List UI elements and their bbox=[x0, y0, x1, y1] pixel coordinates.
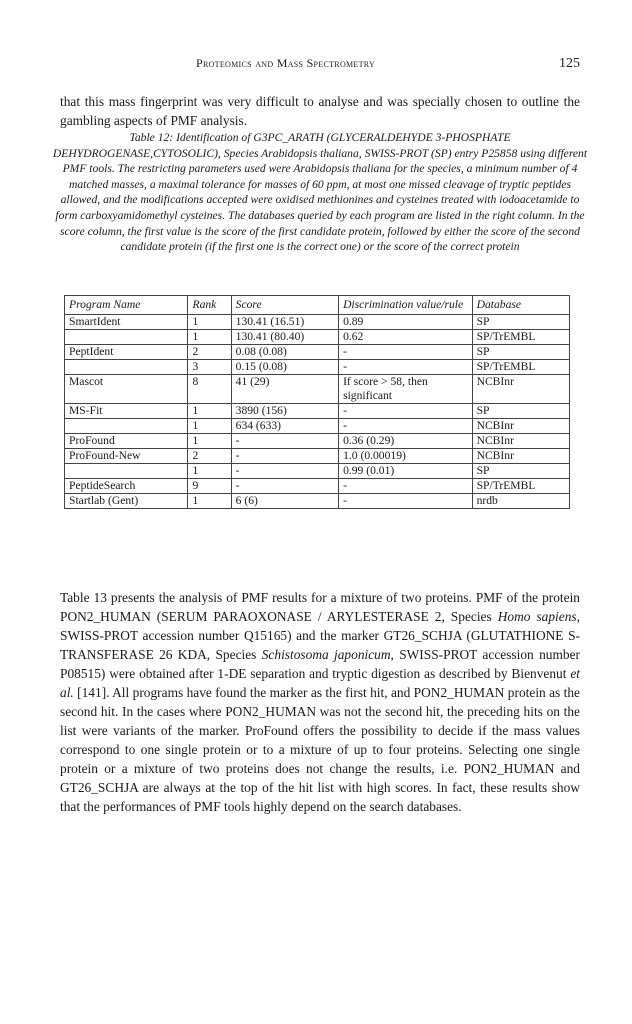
cell-score: 634 (633) bbox=[231, 419, 338, 434]
cell-program: SmartIdent bbox=[65, 315, 188, 330]
cell-rank: 1 bbox=[188, 419, 231, 434]
table-header-row bbox=[65, 296, 570, 315]
cell-score: 3890 (156) bbox=[231, 404, 338, 419]
cell-score: - bbox=[231, 449, 338, 464]
cell-rank: 9 bbox=[188, 479, 231, 494]
running-head: Proteomics and Mass Spectrometry bbox=[196, 56, 376, 70]
cell-program: ProFound-New bbox=[65, 449, 188, 464]
cell-database: SP bbox=[472, 345, 569, 360]
cell-discrimination: - bbox=[339, 404, 473, 419]
header-database: Database bbox=[472, 296, 569, 315]
cell-program bbox=[65, 419, 188, 434]
para-text: Table 13 presents the analysis of PMF results for a mixture of two proteins. PMF of the protein PON2_HUMAN (SERUM PARAOXONASE / ARYLESTERASE 2, Species bbox=[60, 590, 580, 624]
cell-discrimination: - bbox=[339, 494, 473, 509]
header-discrimination: Discrimination value/rule bbox=[339, 296, 473, 315]
page-number: 125 bbox=[559, 56, 580, 71]
cell-database: SP/TrEMBL bbox=[472, 479, 569, 494]
table-row bbox=[65, 360, 570, 375]
table-caption: Table 12: Identification of G3PC_ARATH (GLYCERALDEHYDE 3-PHOSPHATE DEHYDROGENASE,CYTOSOLIC), Species Arabidopsis thaliana, SWISS-PROT (SP) entry P25858 using different PMF tools. The restricting parameters used were Arabidopsis thaliana for the species, a minimum number of 4 matched masses, a maximal tolerance for masses of 60 ppm, at most one missed cleavage of tryptic peptides allowed, and the modifications accepted were oxidised methionines and cysteines treated with iodoacetamide to form carboxyamidomethyl cysteines. The databases queried by each program are listed in the right column. In the score column, the first value is the score of the first candidate protein, followed by either the score of the second candidate protein (if the first one is the correct one) or the score of the correct protein bbox=[52, 131, 588, 254]
cell-discrimination: 0.89 bbox=[339, 315, 473, 330]
cell-database: NCBInr bbox=[472, 375, 569, 404]
cell-discrimination: 0.62 bbox=[339, 330, 473, 345]
cell-discrimination: - bbox=[339, 419, 473, 434]
citation-et-al: et al. bbox=[60, 666, 580, 700]
pmf-results-table bbox=[64, 295, 570, 509]
cell-database: SP bbox=[472, 404, 569, 419]
cell-discrimination: 0.99 (0.01) bbox=[339, 464, 473, 479]
page-header bbox=[60, 56, 580, 72]
cell-score: - bbox=[231, 434, 338, 449]
species-name: Homo sapiens bbox=[497, 609, 577, 624]
para-text: , SWISS-PROT accession number Q15165) and the marker GT26_SCHJA (GLUTATHIONE S-TRANSFERASE 26 KDA, Species bbox=[60, 609, 580, 662]
table-row bbox=[65, 449, 570, 464]
table-row bbox=[65, 375, 570, 404]
cell-discrimination: - bbox=[339, 360, 473, 375]
cell-rank: 2 bbox=[188, 345, 231, 360]
cell-discrimination: 0.36 (0.29) bbox=[339, 434, 473, 449]
table-row bbox=[65, 404, 570, 419]
table-row bbox=[65, 315, 570, 330]
cell-rank: 1 bbox=[188, 330, 231, 345]
cell-program bbox=[65, 330, 188, 345]
cell-rank: 1 bbox=[188, 315, 231, 330]
cell-score: 0.08 (0.08) bbox=[231, 345, 338, 360]
species-name: Schistosoma japonicum bbox=[261, 647, 391, 662]
table-row bbox=[65, 330, 570, 345]
cell-rank: 1 bbox=[188, 434, 231, 449]
cell-database: SP/TrEMBL bbox=[472, 330, 569, 345]
cell-score: 130.41 (80.40) bbox=[231, 330, 338, 345]
cell-program: MS-Fit bbox=[65, 404, 188, 419]
cell-rank: 1 bbox=[188, 494, 231, 509]
cell-score: - bbox=[231, 479, 338, 494]
cell-rank: 1 bbox=[188, 464, 231, 479]
table-row bbox=[65, 464, 570, 479]
cell-program: ProFound bbox=[65, 434, 188, 449]
cell-discrimination: - bbox=[339, 345, 473, 360]
para-text: , SWISS-PROT accession number P08515) were obtained after 1-DE separation and tryptic digestion as described by Bienvenut bbox=[60, 647, 580, 681]
cell-discrimination: 1.0 (0.00019) bbox=[339, 449, 473, 464]
intro-paragraph: that this mass fingerprint was very difficult to analyse and was specially chosen to outline the gambling aspects of PMF analysis. bbox=[60, 94, 580, 128]
cell-program: Startlab (Gent) bbox=[65, 494, 188, 509]
cell-score: 6 (6) bbox=[231, 494, 338, 509]
cell-discrimination: If score > 58, then significant bbox=[339, 375, 473, 404]
table-row bbox=[65, 494, 570, 509]
cell-score: 41 (29) bbox=[231, 375, 338, 404]
cell-database: SP bbox=[472, 464, 569, 479]
cell-rank: 3 bbox=[188, 360, 231, 375]
header-rank: Rank bbox=[188, 296, 231, 315]
para-text: [141]. All programs have found the marker as the first hit, and PON2_HUMAN protein as the second hit. In the cases where PON2_HUMAN was not the second hit, the preceding hits on the list were variants of the marker. ProFound offers the possibility to decide if the mass values correspond to one single protein or to a mixture of up to four proteins. Selecting one single protein or a mixture of two proteins does not change the results, i.e. PON2_HUMAN and GT26_SCHJA are always at the top of the hit list with high scores. In fact, these results show that the performances of PMF tools highly depend on the search databases. bbox=[60, 685, 580, 814]
cell-database: NCBInr bbox=[472, 434, 569, 449]
cell-rank: 2 bbox=[188, 449, 231, 464]
cell-score: 0.15 (0.08) bbox=[231, 360, 338, 375]
cell-database: SP/TrEMBL bbox=[472, 360, 569, 375]
cell-database: SP bbox=[472, 315, 569, 330]
cell-database: NCBInr bbox=[472, 419, 569, 434]
cell-score: - bbox=[231, 464, 338, 479]
cell-program: PeptIdent bbox=[65, 345, 188, 360]
cell-program bbox=[65, 360, 188, 375]
cell-program: PeptideSearch bbox=[65, 479, 188, 494]
body-paragraph bbox=[60, 588, 580, 816]
cell-program: Mascot bbox=[65, 375, 188, 404]
table-row bbox=[65, 479, 570, 494]
table-row bbox=[65, 345, 570, 360]
table-row bbox=[65, 434, 570, 449]
table-row bbox=[65, 419, 570, 434]
cell-discrimination: - bbox=[339, 479, 473, 494]
header-program-name: Program Name bbox=[65, 296, 188, 315]
cell-program bbox=[65, 464, 188, 479]
cell-rank: 8 bbox=[188, 375, 231, 404]
cell-score: 130.41 (16.51) bbox=[231, 315, 338, 330]
cell-rank: 1 bbox=[188, 404, 231, 419]
header-score: Score bbox=[231, 296, 338, 315]
cell-database: NCBInr bbox=[472, 449, 569, 464]
cell-database: nrdb bbox=[472, 494, 569, 509]
